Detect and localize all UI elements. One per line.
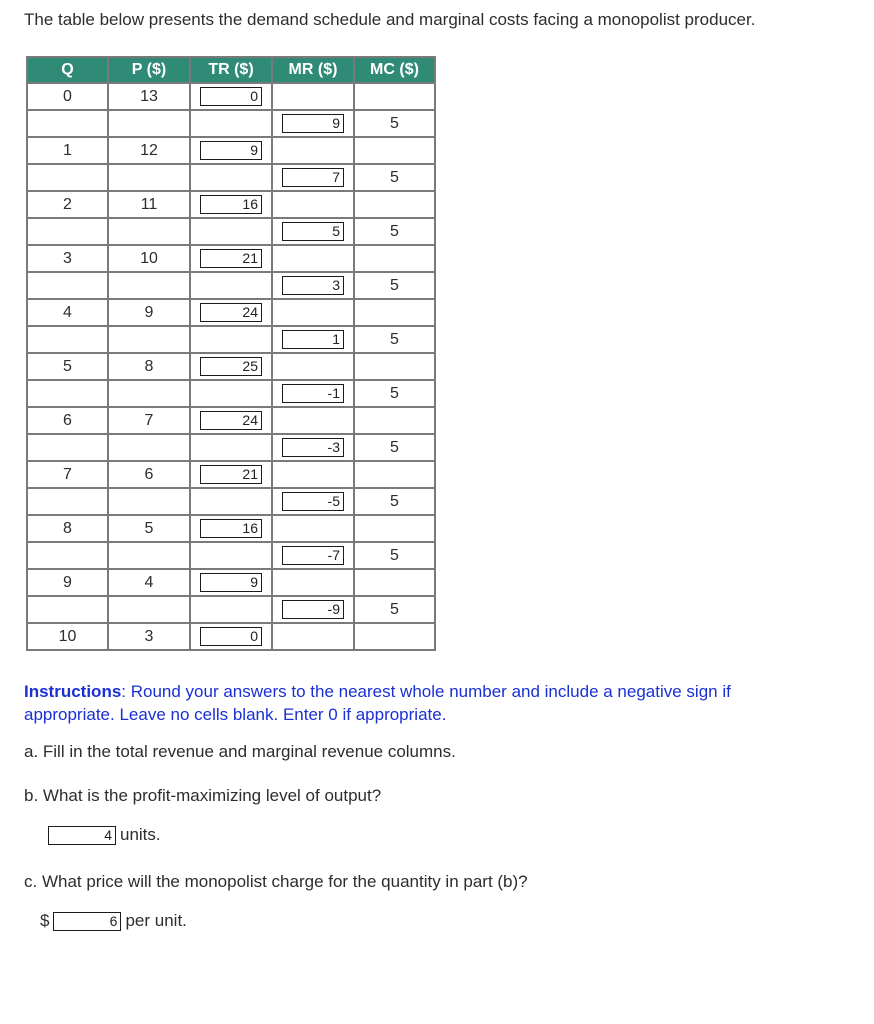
mr-empty-cell xyxy=(272,191,354,218)
tr-cell xyxy=(190,461,272,488)
mc-empty-cell xyxy=(354,137,435,164)
mc-empty-cell xyxy=(354,353,435,380)
tr-empty-cell xyxy=(190,488,272,515)
q-cell: 9 xyxy=(27,569,108,596)
mr-cell xyxy=(272,542,354,569)
tr-empty-cell xyxy=(190,326,272,353)
q-cell: 5 xyxy=(27,353,108,380)
question-a: a. Fill in the total revenue and marginal revenue columns. xyxy=(24,742,456,761)
table-row xyxy=(27,83,435,110)
table-row xyxy=(27,596,435,623)
tr-empty-cell xyxy=(190,164,272,191)
table-row xyxy=(27,245,435,272)
q-empty-cell xyxy=(27,218,108,245)
p-empty-cell xyxy=(108,164,190,191)
tr-cell-input[interactable]: 0 xyxy=(200,627,262,646)
tr-cell xyxy=(190,245,272,272)
mc-cell: 5 xyxy=(354,596,435,623)
tr-empty-cell xyxy=(190,110,272,137)
p-cell: 3 xyxy=(108,623,190,650)
p-empty-cell xyxy=(108,434,190,461)
table-row xyxy=(27,569,435,596)
intro-text: The table below presents the demand schedule and marginal costs facing a monopolist producer. xyxy=(24,10,756,29)
table-row xyxy=(27,407,435,434)
table-row xyxy=(27,191,435,218)
mc-empty-cell xyxy=(354,407,435,434)
tr-cell xyxy=(190,569,272,596)
mr-cell xyxy=(272,110,354,137)
q-empty-cell xyxy=(27,596,108,623)
header-p: P ($) xyxy=(108,57,190,83)
header-tr: TR ($) xyxy=(190,57,272,83)
tr-cell-input[interactable]: 21 xyxy=(200,249,262,268)
q-empty-cell xyxy=(27,488,108,515)
tr-empty-cell xyxy=(190,218,272,245)
tr-cell-input[interactable]: 16 xyxy=(200,195,262,214)
tr-cell-input[interactable]: 24 xyxy=(200,303,262,322)
demand-schedule-table xyxy=(26,56,436,651)
mr-cell xyxy=(272,596,354,623)
instructions-label: Instructions xyxy=(24,682,122,701)
instructions-text: : Round your answers to the nearest whole number and include a negative sign if appropriate. Leave no cells blank. Enter 0 if appropriate. xyxy=(24,682,731,724)
mr-cell xyxy=(272,272,354,299)
tr-cell-input[interactable]: 0 xyxy=(200,87,262,106)
table-row xyxy=(27,326,435,353)
mr-empty-cell xyxy=(272,623,354,650)
p-cell: 6 xyxy=(108,461,190,488)
p-empty-cell xyxy=(108,542,190,569)
tr-empty-cell xyxy=(190,380,272,407)
p-cell: 12 xyxy=(108,137,190,164)
mr-cell xyxy=(272,380,354,407)
q-cell: 8 xyxy=(27,515,108,542)
mr-empty-cell xyxy=(272,137,354,164)
mr-cell xyxy=(272,164,354,191)
mr-cell-input[interactable]: -3 xyxy=(282,438,344,457)
p-empty-cell xyxy=(108,596,190,623)
mr-empty-cell xyxy=(272,299,354,326)
table-row xyxy=(27,110,435,137)
tr-cell-input[interactable]: 25 xyxy=(200,357,262,376)
mr-cell xyxy=(272,434,354,461)
q-cell: 4 xyxy=(27,299,108,326)
p-cell: 13 xyxy=(108,83,190,110)
mr-empty-cell xyxy=(272,407,354,434)
mr-cell xyxy=(272,488,354,515)
answer-c-unit: per unit. xyxy=(125,911,187,930)
question-c: c. What price will the monopolist charge for the quantity in part (b)? xyxy=(24,872,528,891)
mc-cell: 5 xyxy=(354,434,435,461)
p-empty-cell xyxy=(108,488,190,515)
mc-cell: 5 xyxy=(354,380,435,407)
table-row xyxy=(27,218,435,245)
tr-cell xyxy=(190,191,272,218)
mr-cell-input[interactable]: -1 xyxy=(282,384,344,403)
table-header-row xyxy=(27,57,435,83)
mc-cell: 5 xyxy=(354,488,435,515)
p-empty-cell xyxy=(108,110,190,137)
table-row xyxy=(27,542,435,569)
mc-cell: 5 xyxy=(354,218,435,245)
instructions xyxy=(24,680,824,726)
tr-empty-cell xyxy=(190,542,272,569)
answer-c-dollar: $ xyxy=(40,911,50,930)
p-cell: 9 xyxy=(108,299,190,326)
tr-cell xyxy=(190,515,272,542)
p-cell: 11 xyxy=(108,191,190,218)
p-empty-cell xyxy=(108,326,190,353)
tr-cell-input[interactable]: 21 xyxy=(200,465,262,484)
mc-cell: 5 xyxy=(354,272,435,299)
p-empty-cell xyxy=(108,218,190,245)
tr-cell xyxy=(190,623,272,650)
mr-cell-input[interactable]: 3 xyxy=(282,276,344,295)
q-empty-cell xyxy=(27,272,108,299)
table-row xyxy=(27,353,435,380)
p-empty-cell xyxy=(108,380,190,407)
table-row xyxy=(27,461,435,488)
q-empty-cell xyxy=(27,326,108,353)
tr-cell xyxy=(190,83,272,110)
tr-cell xyxy=(190,353,272,380)
q-cell: 1 xyxy=(27,137,108,164)
p-cell: 4 xyxy=(108,569,190,596)
p-cell: 7 xyxy=(108,407,190,434)
mr-cell-input[interactable]: -7 xyxy=(282,546,344,565)
mc-empty-cell xyxy=(354,245,435,272)
tr-cell-input[interactable]: 16 xyxy=(200,519,262,538)
mc-empty-cell xyxy=(354,461,435,488)
q-cell: 7 xyxy=(27,461,108,488)
table-row xyxy=(27,137,435,164)
table-row xyxy=(27,272,435,299)
mc-empty-cell xyxy=(354,299,435,326)
mr-empty-cell xyxy=(272,515,354,542)
mc-cell: 5 xyxy=(354,326,435,353)
answer-b-line xyxy=(48,825,161,845)
q-cell: 6 xyxy=(27,407,108,434)
tr-cell xyxy=(190,407,272,434)
table-row xyxy=(27,299,435,326)
p-cell: 8 xyxy=(108,353,190,380)
answer-b-unit: units. xyxy=(120,825,161,844)
mr-cell-input[interactable]: 1 xyxy=(282,330,344,349)
tr-empty-cell xyxy=(190,434,272,461)
mr-cell-input[interactable]: 9 xyxy=(282,114,344,133)
answer-b-input[interactable]: 4 xyxy=(48,826,116,845)
question-b: b. What is the profit-maximizing level of output? xyxy=(24,786,382,805)
mc-empty-cell xyxy=(354,623,435,650)
mc-cell: 5 xyxy=(354,164,435,191)
tr-cell xyxy=(190,299,272,326)
mc-cell: 5 xyxy=(354,110,435,137)
p-cell: 10 xyxy=(108,245,190,272)
q-empty-cell xyxy=(27,434,108,461)
p-cell: 5 xyxy=(108,515,190,542)
mr-cell-input[interactable]: -9 xyxy=(282,600,344,619)
q-empty-cell xyxy=(27,542,108,569)
tr-cell xyxy=(190,137,272,164)
table-row xyxy=(27,515,435,542)
mr-cell xyxy=(272,326,354,353)
table-row xyxy=(27,434,435,461)
table-row xyxy=(27,488,435,515)
mr-empty-cell xyxy=(272,353,354,380)
mc-empty-cell xyxy=(354,83,435,110)
p-empty-cell xyxy=(108,272,190,299)
q-cell: 2 xyxy=(27,191,108,218)
table-row xyxy=(27,623,435,650)
mc-empty-cell xyxy=(354,569,435,596)
q-empty-cell xyxy=(27,164,108,191)
header-q: Q xyxy=(27,57,108,83)
mc-empty-cell xyxy=(354,515,435,542)
q-cell: 10 xyxy=(27,623,108,650)
mr-empty-cell xyxy=(272,461,354,488)
answer-c-line xyxy=(40,911,187,931)
header-mr: MR ($) xyxy=(272,57,354,83)
q-cell: 0 xyxy=(27,83,108,110)
mc-empty-cell xyxy=(354,191,435,218)
mr-empty-cell xyxy=(272,83,354,110)
mr-empty-cell xyxy=(272,569,354,596)
tr-cell-input[interactable]: 24 xyxy=(200,411,262,430)
mr-empty-cell xyxy=(272,245,354,272)
mc-cell: 5 xyxy=(354,542,435,569)
mr-cell-input[interactable]: -5 xyxy=(282,492,344,511)
tr-empty-cell xyxy=(190,272,272,299)
mr-cell-input[interactable]: 5 xyxy=(282,222,344,241)
tr-cell-input[interactable]: 9 xyxy=(200,141,262,160)
q-cell: 3 xyxy=(27,245,108,272)
tr-cell-input[interactable]: 9 xyxy=(200,573,262,592)
mr-cell xyxy=(272,218,354,245)
header-mc: MC ($) xyxy=(354,57,435,83)
q-empty-cell xyxy=(27,380,108,407)
tr-empty-cell xyxy=(190,596,272,623)
q-empty-cell xyxy=(27,110,108,137)
answer-c-input[interactable]: 6 xyxy=(53,912,121,931)
mr-cell-input[interactable]: 7 xyxy=(282,168,344,187)
table-row xyxy=(27,164,435,191)
table-row xyxy=(27,380,435,407)
